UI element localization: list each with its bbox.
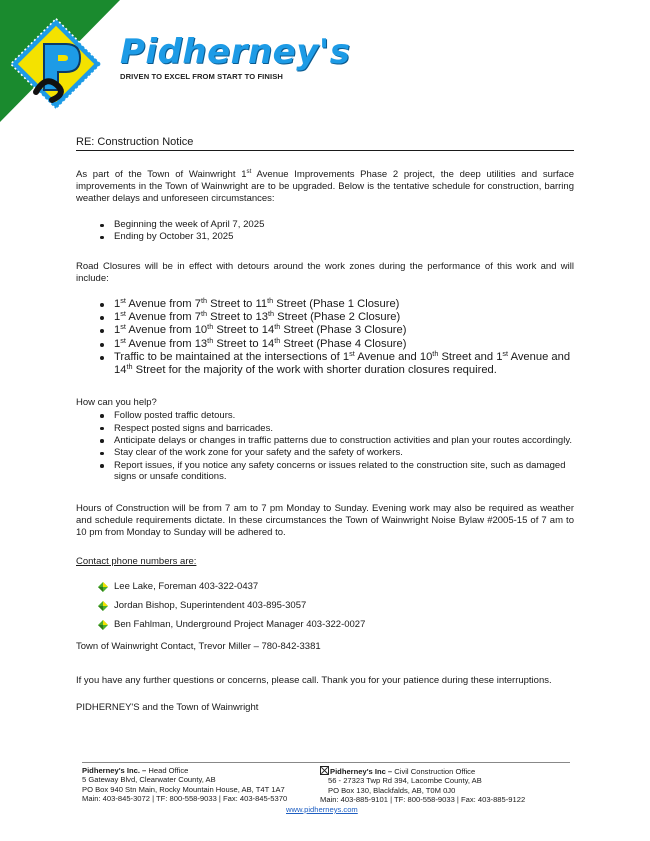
help-list [76,410,574,482]
closures-list [76,298,574,377]
diamond-bullet-icon [98,601,108,611]
contact-item: Jordan Bishop, Superintendent 403-895-3057 [76,600,574,612]
help-item: Follow posted traffic detours. [76,410,574,421]
help-item: Respect posted signs and barricades. [76,423,574,434]
head-office-block: Pidherney's Inc. – Head Office 5 Gateway Blvd, Clearwater County, AB PO Box 940 Stn Main, Rocky Mountain House, AB, T4T 1A7 Main: 403-845-3072 | TF: 800-558-9033 | Fax: 403-845-5370 [82,766,288,804]
brand-block [120,34,351,81]
contact-item: Ben Fahlman, Underground Project Manager 403-322-0027 [76,619,574,631]
closure-item: 1st Avenue from 7th Street to 13th Street (Phase 2 Closure) [76,311,574,324]
closing-paragraph: If you have any further questions or concerns, please call. Thank you for your patience during these interruptions. [76,674,552,686]
schedule-item: Beginning the week of April 7, 2025 [76,219,574,231]
contacts-list [76,581,574,631]
schedule-item: Ending by October 31, 2025 [76,231,574,243]
contact-item: Lee Lake, Foreman 403-322-0437 [76,581,574,593]
traffic-note: Traffic to be maintained at the intersections of 1st Avenue and 10th Street and 1st Avenue and 14th Street for the majority of the work with shorter duration closures required. [76,351,574,377]
hours-paragraph: Hours of Construction will be from 7 am to 7 pm Monday to Sunday. Evening work may also be required as weather and schedule requirements dictate. In these circumstances the Town of Wainwright Noise Bylaw #2005-15 of 7 am to 10 pm from Monday to Sunday will be adhered to. [76,502,574,538]
diamond-bullet-icon [98,620,108,630]
civil-office-block: Pidherney's Inc – Civil Construction Office 56 - 27323 Twp Rd 394, Lacombe County, AB PO Box 130, Blackfalds, AB, T0M 0J0 Main: 403-885-9101 | TF: 800-558-9033 | Fax: 403-885-9122 [320,767,526,805]
town-contact: Town of Wainwright Contact, Trevor Miller – 780-842-3381 [76,640,321,652]
checkbox-icon [320,766,329,775]
contacts-heading: Contact phone numbers are: [76,555,197,567]
closures-intro: Road Closures will be in effect with detours around the work zones during the performance of this work and will include: [76,261,574,284]
pidherney-logo-icon [0,0,120,122]
help-heading: How can you help? [76,397,157,409]
diamond-bullet-icon [98,582,108,592]
help-item: Stay clear of the work zone for your safety and the safety of workers. [76,447,574,458]
signoff: PIDHERNEY'S and the Town of Wainwright [76,701,259,713]
closure-item: 1st Avenue from 13th Street to 14th Street (Phase 4 Closure) [76,338,574,351]
company-tagline: DRIVEN TO EXCEL FROM START TO FINISH [120,72,283,81]
intro-paragraph: As part of the Town of Wainwright 1st Avenue Improvements Phase 2 project, the deep utilities and surface improvements in the Town of Wainwright are to be upgraded. Below is the tentative schedule for construction, barring weather delays and unforeseen circumstances: [76,168,574,204]
help-item: Report issues, if you notice any safety concerns or issues related to the construction site, such as damaged signs or unsafe conditions. [76,460,574,483]
letter-body [76,136,574,714]
subject-line: RE: Construction Notice [76,136,574,151]
footer [82,762,570,814]
website-link[interactable]: www.pidherneys.com [286,805,358,814]
schedule-list [76,219,574,243]
closure-item: 1st Avenue from 7th Street to 11th Street (Phase 1 Closure) [76,298,574,311]
closure-item: 1st Avenue from 10th Street to 14th Street (Phase 3 Closure) [76,324,574,337]
help-item: Anticipate delays or changes in traffic patterns due to construction activities and plan your routes accordingly. [76,435,574,446]
company-name: Pidherney's [120,32,351,72]
